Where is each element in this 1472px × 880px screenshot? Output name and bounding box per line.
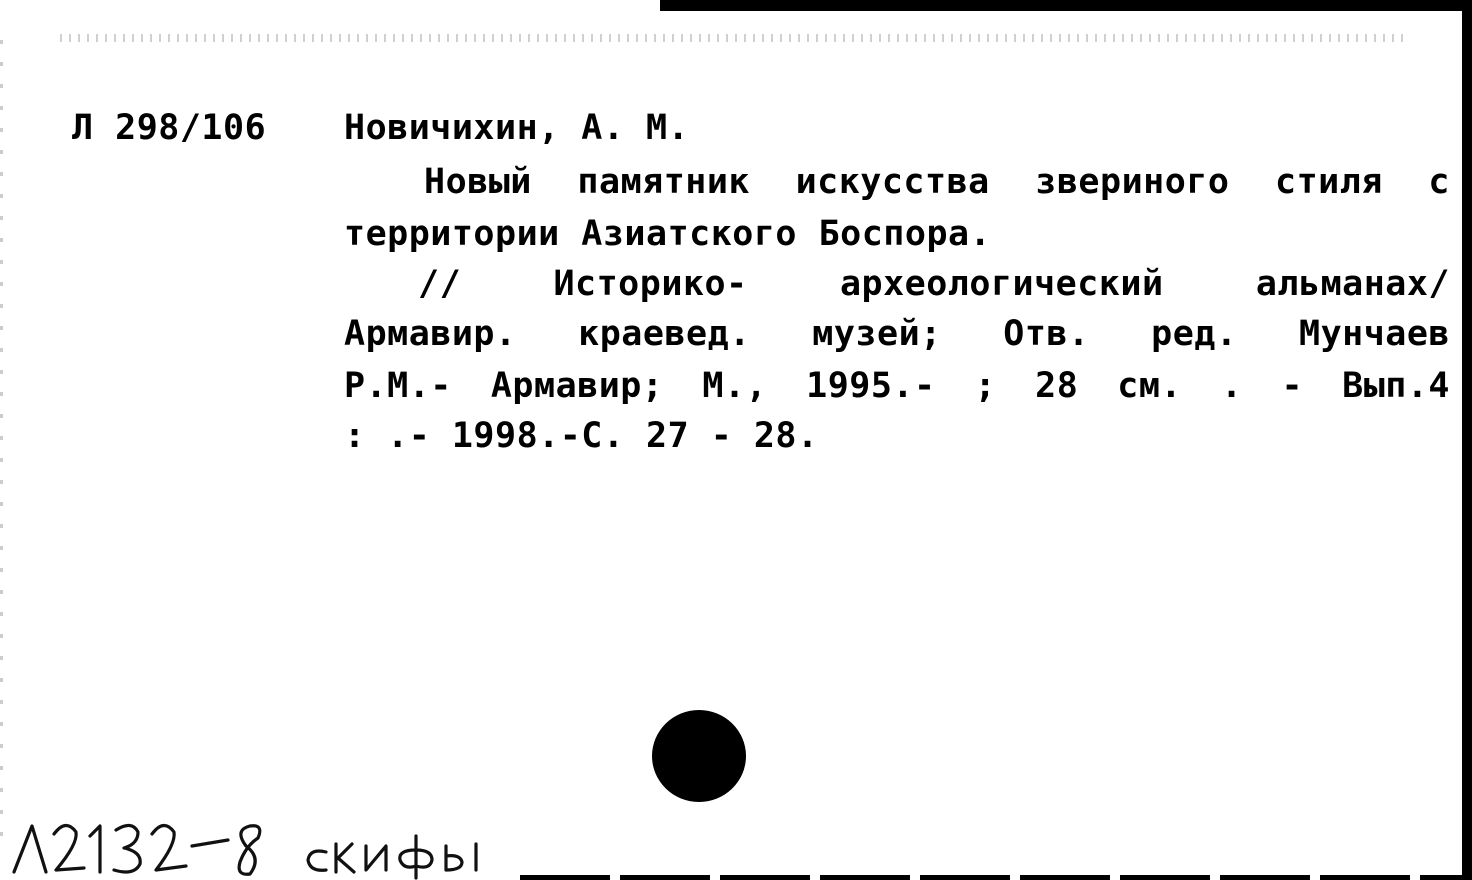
card-left-edge [0,40,3,840]
title-line-1: Новый памятник искусства звериного стиля с [424,162,1450,202]
scan-speckle [60,34,1410,42]
card-top-border [660,0,1472,11]
source-line-3: Р.М.- Армавир; М., 1995.- ; 28 см. . - Вып.4 [344,366,1450,406]
source-line-1: // Историко- археологический альманах/ [418,264,1450,304]
card-right-border [1462,0,1472,880]
source-line-4: : .- 1998.-С. 27 - 28. [344,416,819,456]
source-line-2: Армавир. краевед. музей; Отв. ред. Мунчаев [344,314,1450,354]
title-line-2: территории Азиатского Боспора. [344,214,992,254]
punch-hole [652,710,746,802]
author-heading: Новичихин, А. М. [344,108,690,148]
shelfmark: Л 298/106 [72,108,267,148]
card-bottom-border [520,875,1472,880]
handwritten-note [6,800,526,880]
handwritten-note-drawing [6,800,526,880]
